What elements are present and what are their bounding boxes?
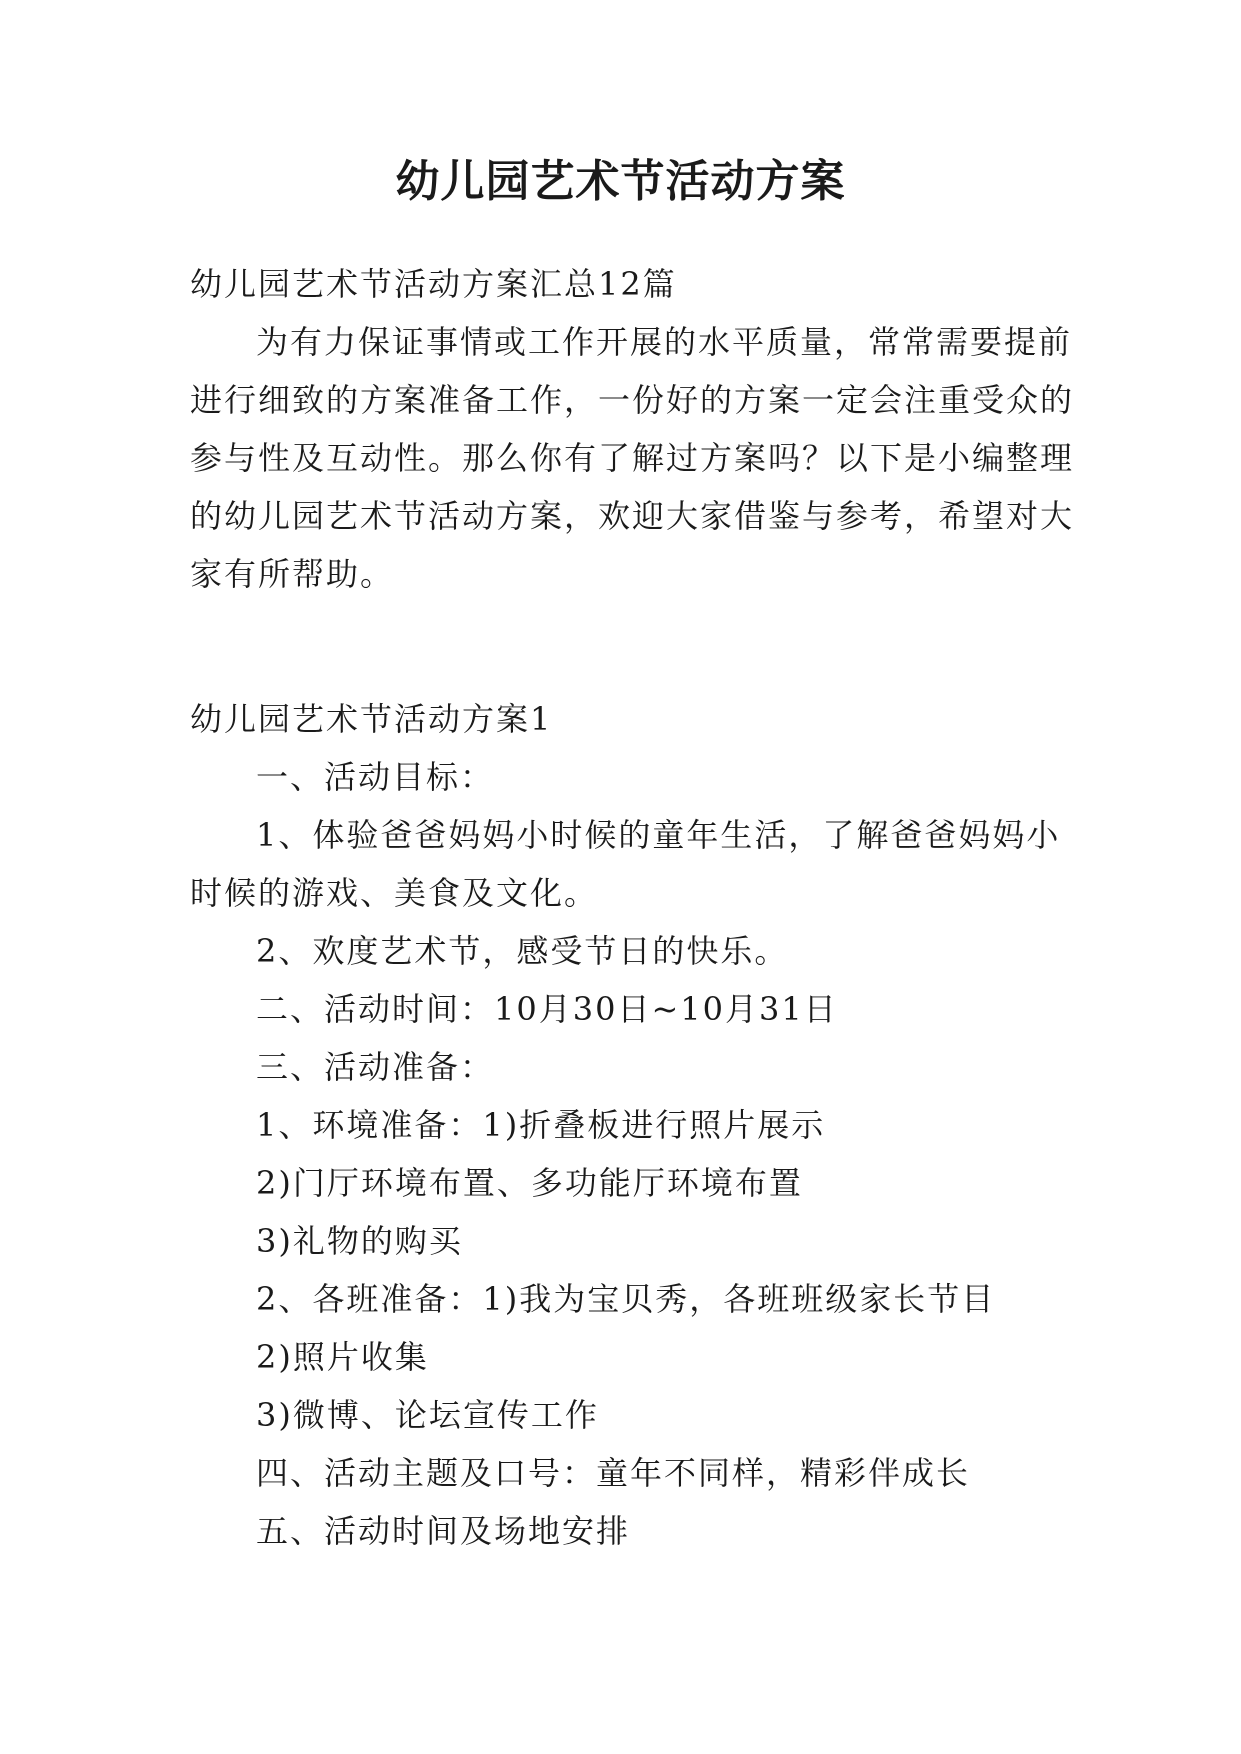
intro-paragraph-line: 进行细致的方案准备工作，一份好的方案一定会注重受众的 — [190, 381, 1075, 419]
section-line: 2、欢度艺术节，感受节日的快乐。 — [256, 932, 789, 970]
plan-section — [190, 690, 1061, 1560]
section-line: 2)门厅环境布置、多功能厅环境布置 — [256, 1164, 803, 1202]
intro-heading: 幼儿园艺术节活动方案汇总12篇 — [190, 265, 677, 303]
section-line: 二、活动时间：10月30日~10月31日 — [256, 990, 838, 1028]
section-line: 2、各班准备：1)我为宝贝秀，各班班级家长节目 — [256, 1280, 996, 1318]
section-line: 五、活动时间及场地安排 — [256, 1512, 631, 1550]
section-line: 1、环境准备：1)折叠板进行照片展示 — [256, 1106, 826, 1144]
section-line: 2)照片收集 — [256, 1338, 429, 1376]
section-line: 3)礼物的购买 — [256, 1222, 463, 1260]
intro-section — [190, 255, 1075, 603]
document-title: 幼儿园艺术节活动方案 — [395, 156, 846, 207]
intro-paragraph-line: 家有所帮助。 — [190, 555, 395, 593]
section-line: 时候的游戏、美食及文化。 — [190, 874, 599, 912]
section-heading: 幼儿园艺术节活动方案1 — [190, 700, 553, 738]
section-line: 四、活动主题及口号：童年不同样，精彩伴成长 — [256, 1454, 971, 1492]
section-line: 三、活动准备： — [256, 1048, 495, 1086]
intro-paragraph-line: 的幼儿园艺术节活动方案，欢迎大家借鉴与参考，希望对大 — [190, 497, 1075, 535]
intro-paragraph-line: 为有力保证事情或工作开展的水平质量，常常需要提前 — [256, 323, 1073, 361]
section-line: 一、活动目标： — [256, 758, 495, 796]
section-line: 3)微博、论坛宣传工作 — [256, 1396, 599, 1434]
intro-paragraph-line: 参与性及互动性。那么你有了解过方案吗？以下是小编整理 — [190, 439, 1075, 477]
section-line: 1、体验爸爸妈妈小时候的童年生活，了解爸爸妈妈小 — [256, 816, 1061, 854]
